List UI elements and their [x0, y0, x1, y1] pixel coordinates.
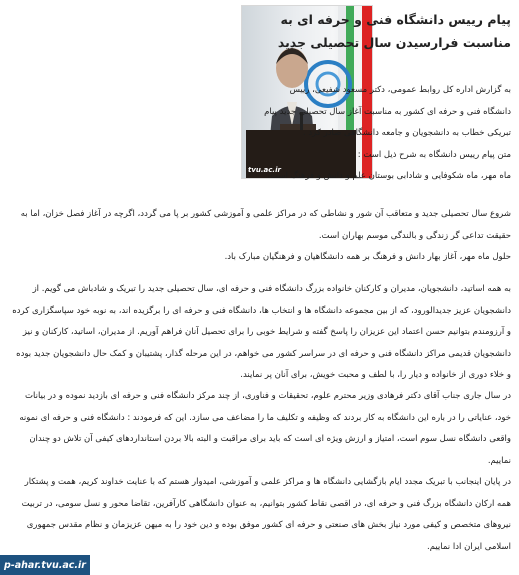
paragraph-3: به همه اساتید، دانشجویان، مدیران و کارکنان خانواده بزرگ دانشگاه فنی و حرفه ای، سال تحصیلی جدید را تبریک و شادباش می گویم. از دانشجویان عزیز جدیدالورود، که از بین مجموعه دانشگاه ها و انتخاب ها، دانشگاه فنی و حرفه ای را برگزیده اند، به نوبه خود سپاسگزاری کرده و آرزومندم بتوانیم حسن اعتماد این عزیزان را پاسخ گفته و شرایط خوبی را برای تحصیل آنان فراهم آوریم. از مدیران، اساتید، کارکنان و نیز دانشجویان قدیمی مراکز دانشگاه فنی و حرفه ای در سراسر کشور می خواهم، در این مرحله گذار، پشتیبان و کمک حال دانشجویان جدید بوده و خلاء دوری از خانواده و دیار را، با لطف و محبت خویش، برای آنان پر نمایند.: [12, 284, 511, 380]
intro-line-3: ماه مهر، ماه شکوفایی و شادابی بوستان علم و دانش و فرهنگ است،: [267, 171, 511, 181]
footer-site-banner: [0, 555, 90, 575]
paragraph-1: شروع سال تحصیلی جدید و متعاقب آن شور و نشاطی که در مراکز علمی و آموزشی کشور بر پا می گردد، اگرچه در آغاز فصل خزان، اما به حقیقت تداعی گر زندگی و بالندگی موسم بهاران است.: [20, 209, 511, 241]
paragraph-2: حلول ماه مهر، آغاز بهار دانش و فرهنگ بر همه دانشگاهیان و فرهنگیان مبارک باد.: [224, 252, 511, 262]
paragraph-4: در سال جاری جناب آقای دکتر فرهادی وزیر محترم علوم، تحقیقات و فناوری، از چند مرکز دانشگاه فنی و حرفه ای بازدید نموده و در بیانات خود، عنایاتی را در باره این دانشگاه به کار بردند که وظیفه و تکلیف ما را مضاعف می سازد. این که فرمودند : دانشگاه فنی و حرفه ای نمونه واقعی دانشگاه نسل سوم است، امتیاز و ارزش ویژه ای است که باید برای مراقبت و البته بالا بردن استانداردهای کیفی آن تلاش دو چندان نماییم.: [19, 391, 511, 466]
paragraph-5: در پایان اینجانب با تبریک مجدد ایام بازگشایی دانشگاه ها و مراکز علمی و آموزشی، امیدوار هستم که با عنایت خداوند کریم، همت و پشتکار همه ارکان دانشگاه بزرگ فنی و حرفه ای، در اقصی نقاط کشور بتوانیم، به عنوان دانشگاهی کارآفرین، تقاضا محور و نسل سومی، در تربیت نیروهای متخصص و کیفی مورد نیاز بخش های صنعتی و حرفه ای کشور موفق بوده و دین خود را به میهن عزیزمان و نظام مقدس جمهوری اسلامی ایران ادا نماییم.: [21, 477, 511, 552]
intro-line-2: متن پیام رییس دانشگاه به شرح ذیل است :: [357, 150, 511, 160]
footer-site-label: p-ahar.tvu.ac.ir: [4, 559, 86, 571]
photo-caption: tvu.ac.ir: [248, 166, 281, 174]
intro-paragraph: به گزارش اداره کل روابط عمومی، دکتر مسعود شفیعی، رییس دانشگاه فنی و حرفه ای کشور به مناسبت آغاز سال تحصیلی جدید پیام تبریکی خطاب به دانشجویان و جامعه دانشگاهی صادر کرد .: [264, 85, 511, 138]
article-title: پیام رییس دانشگاه فنی و حرفه ای به مناسبت فرارسیدن سال تحصیلی جدید: [277, 12, 511, 50]
